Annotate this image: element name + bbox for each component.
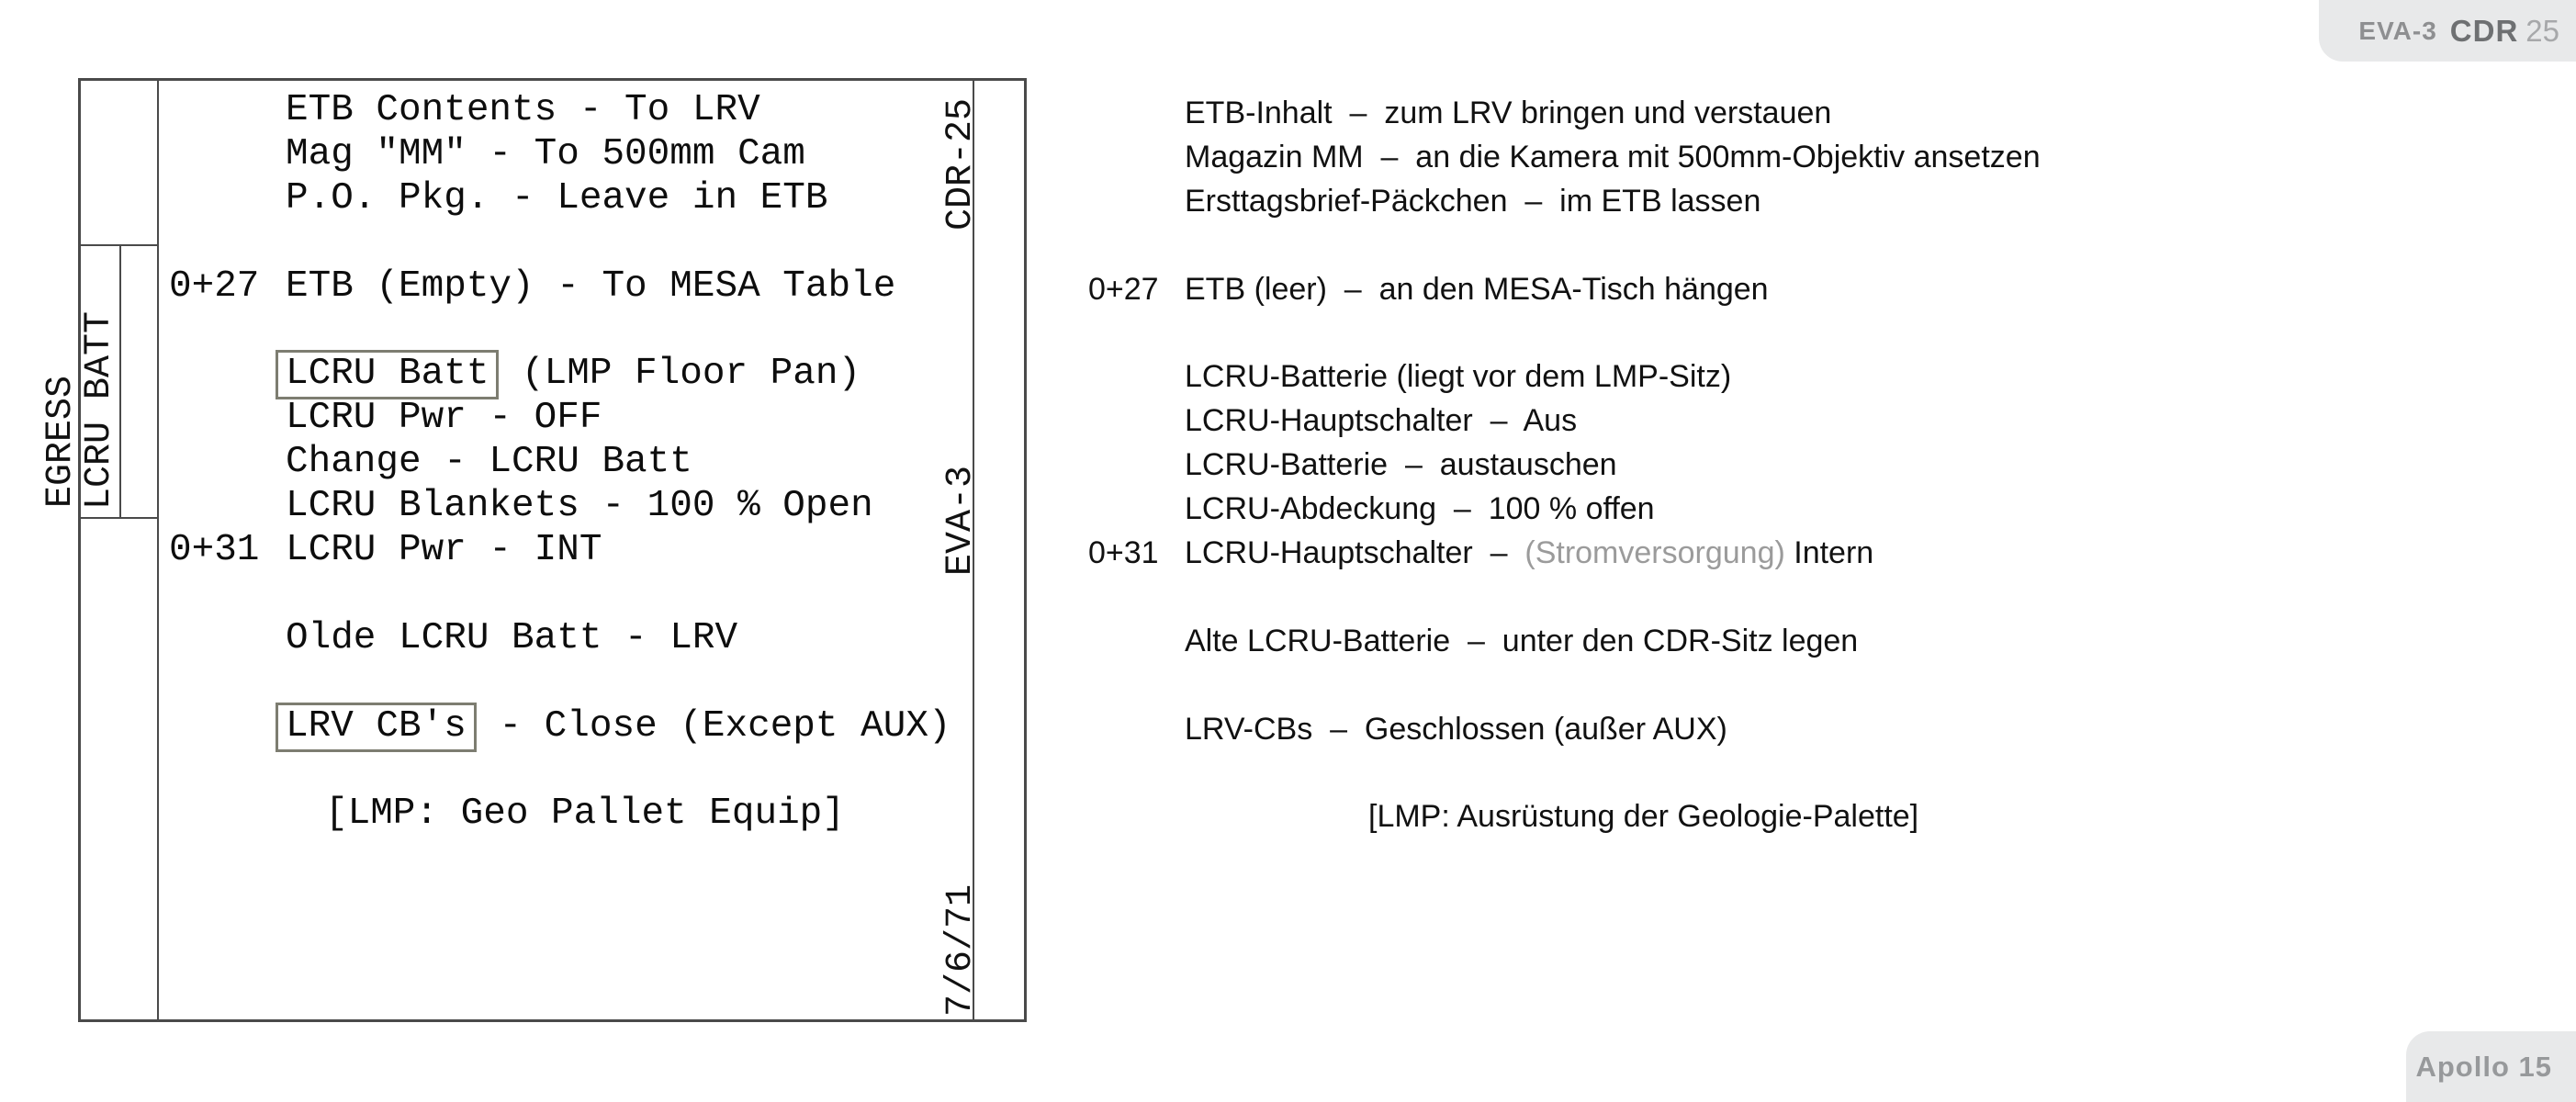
text-segment: ETB (Empty) - To MESA Table [286,264,896,308]
row-text [1185,356,1731,397]
row-text [286,440,692,484]
checklist-box [40,78,1027,1022]
row-text [1185,533,1873,573]
row-text [1185,489,1655,529]
text-segment: Ersttagsbrief-Päckchen – im ETB lassen [1185,183,1761,219]
muted-text: (Stromversorgung) [1524,535,1785,570]
text-segment: P.O. Pkg. - Leave in ETB [286,176,828,219]
text-segment: [LMP: Ausrüstung der Geologie-Palette] [1368,799,1919,835]
text-segment: - Close (Except AUX) [476,704,951,748]
text-segment: ETB (leer) – an den MESA-Tisch hängen [1185,271,1769,307]
side-tab-egress: EGRESS [40,375,82,508]
row-text [1185,137,2041,177]
row-text [286,484,873,528]
row-text [1185,181,1760,221]
time-tag: 0+31 [169,529,260,571]
row-text [286,132,805,176]
row-text [1185,621,1858,661]
text-segment: LCRU-Hauptschalter – [1185,535,1525,570]
row-text [286,616,737,660]
text-segment: Alte LCRU-Batterie – unter den CDR-Sitz legen [1185,623,1859,658]
row-text [286,88,760,132]
translation-column [1088,78,2521,1022]
row-text [286,528,602,572]
header-role-label: CDR [2449,13,2519,48]
time-tag: 0+31 [1088,535,1159,570]
footer-mission-label: Apollo 15 [2415,1050,2552,1083]
boxed-item: LRV CB's [276,703,477,752]
side-tab-cdr-25: CDR-25 [940,97,982,231]
time-tag: 0+27 [169,264,260,308]
row-text [286,352,861,396]
row-text [1185,709,1727,749]
header-eva-label: EVA-3 [2358,16,2437,45]
text-segment: LCRU Pwr - OFF [286,397,602,440]
time-tag: 0+27 [1088,271,1159,307]
page-footer-badge [2406,1031,2576,1102]
text-segment: Magazin MM – an die Kamera mit 500mm-Objektiv ansetzen [1185,139,2041,174]
text-segment: LCRU-Batterie (liegt vor dem LMP-Sitz) [1185,359,1732,395]
text-segment: ETB-Inhalt – zum LRV bringen und verstauen [1185,96,1832,130]
page-header-badge [2319,0,2576,62]
text-segment: LCRU Blankets - 100 % Open [286,485,873,528]
row-text [1185,269,1769,309]
text-segment: LCRU-Batterie – austauschen [1185,447,1617,483]
text-segment: LRV-CBs – Geschlossen (außer AUX) [1185,711,1727,747]
row-text [1368,796,1918,837]
left-strip-divider [157,81,159,1019]
text-segment: LCRU Pwr - INT [286,529,602,571]
text-segment: ETB Contents - To LRV [286,89,760,131]
row-text [286,264,895,309]
text-segment: LCRU-Abdeckung – 100 % offen [1185,491,1655,527]
text-segment: (LMP Floor Pan) [499,353,861,396]
row-text [325,792,845,836]
text-segment: Intern [1784,535,1874,570]
text-segment: LCRU-Hauptschalter – Aus [1185,403,1578,439]
text-segment: Olde LCRU Batt - LRV [286,616,738,659]
row-text [1185,444,1617,485]
text-segment: Mag "MM" - To 500mm Cam [286,132,805,175]
row-text [286,704,951,748]
row-text [286,176,828,220]
row-text [1185,400,1577,441]
side-tab-date: 7/6/71 [940,883,982,1017]
row-text [1185,93,1831,133]
header-page-number: 25 [2525,13,2559,48]
text-segment: [LMP: Geo Pallet Equip] [325,793,845,836]
side-tab-lcru-batt: LCRU BATT [79,310,120,510]
boxed-item: LCRU Batt [276,350,499,399]
text-segment: Change - LCRU Batt [286,441,692,484]
side-tab-eva-3: EVA-3 [940,465,982,576]
row-text [286,396,602,440]
